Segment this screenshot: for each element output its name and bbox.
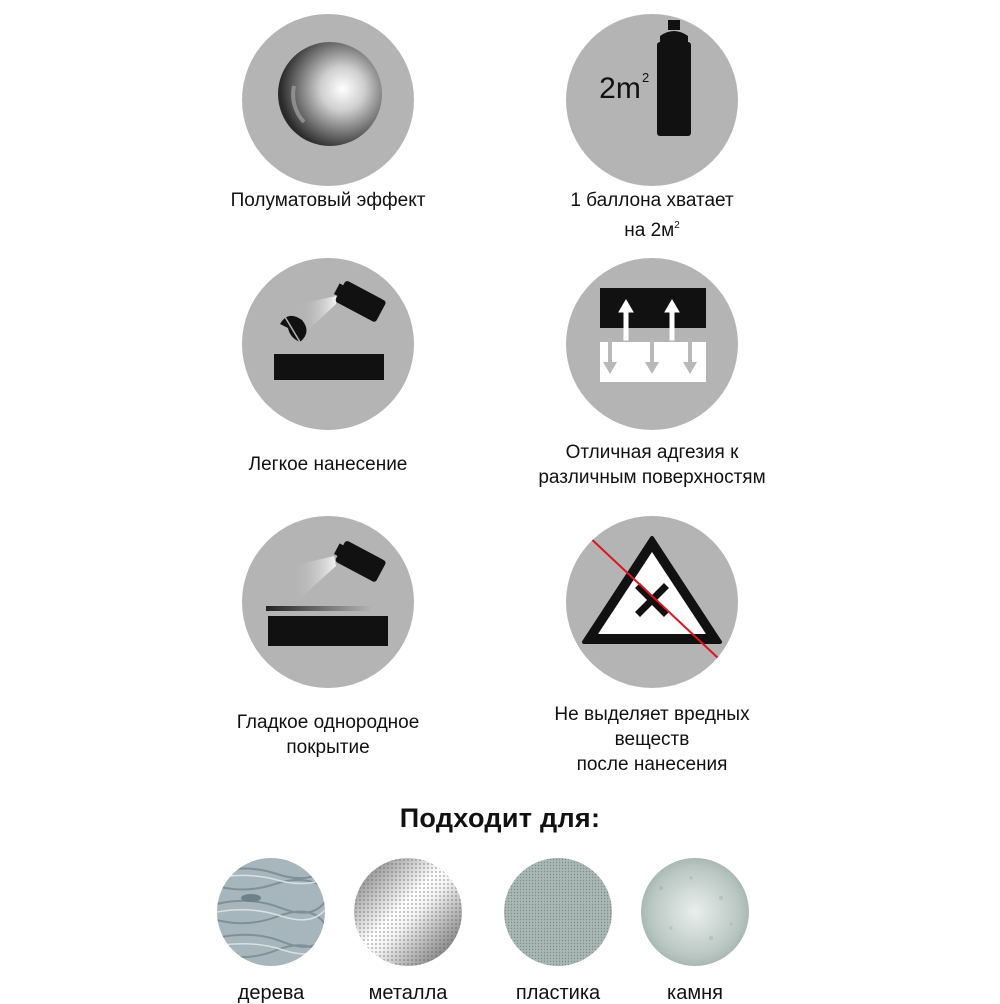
feather-spray-icon bbox=[242, 258, 414, 430]
feature-caption: Гладкое однородное покрытие bbox=[236, 712, 420, 758]
feature-circle bbox=[242, 516, 414, 688]
material-label: камня bbox=[667, 982, 723, 1004]
metal-texture-icon bbox=[354, 858, 462, 966]
spray-can-icon bbox=[566, 14, 738, 186]
stone-texture-icon bbox=[641, 858, 749, 966]
material-metal bbox=[328, 858, 488, 1004]
sphere-icon bbox=[242, 14, 414, 186]
no-harmful-warning-icon bbox=[566, 516, 738, 688]
feature-caption: Легкое нанесение bbox=[248, 454, 408, 475]
material-wood bbox=[191, 858, 351, 1004]
feature-caption: Полуматовый эффект bbox=[230, 190, 426, 211]
feature-circle bbox=[566, 516, 738, 688]
wood-texture-icon bbox=[217, 858, 325, 966]
adhesion-arrows-icon bbox=[566, 258, 738, 430]
feature-caption: 1 баллона хватает на $2м^2$ bbox=[570, 190, 734, 241]
material-label: дерева bbox=[237, 982, 305, 1004]
material-stone bbox=[615, 858, 775, 1004]
material-label: металла bbox=[368, 982, 448, 1004]
material-plastic bbox=[478, 858, 638, 1004]
svg-text:2m: 2m bbox=[599, 72, 641, 105]
feature-caption: Не выделяет вредных веществ после нанесения bbox=[554, 704, 750, 775]
svg-text:2: 2 bbox=[642, 70, 650, 85]
feature-circle bbox=[566, 258, 738, 430]
plastic-texture-icon bbox=[504, 858, 612, 966]
suits-title: Подходит для: bbox=[399, 803, 601, 833]
feature-circle bbox=[242, 258, 414, 430]
feature-circle bbox=[242, 14, 414, 186]
spray-coating-icon bbox=[242, 516, 414, 688]
feature-circle bbox=[566, 14, 738, 186]
material-label: пластика bbox=[515, 982, 601, 1004]
feature-caption: Отличная адгезия к различным поверхностям bbox=[538, 442, 766, 488]
